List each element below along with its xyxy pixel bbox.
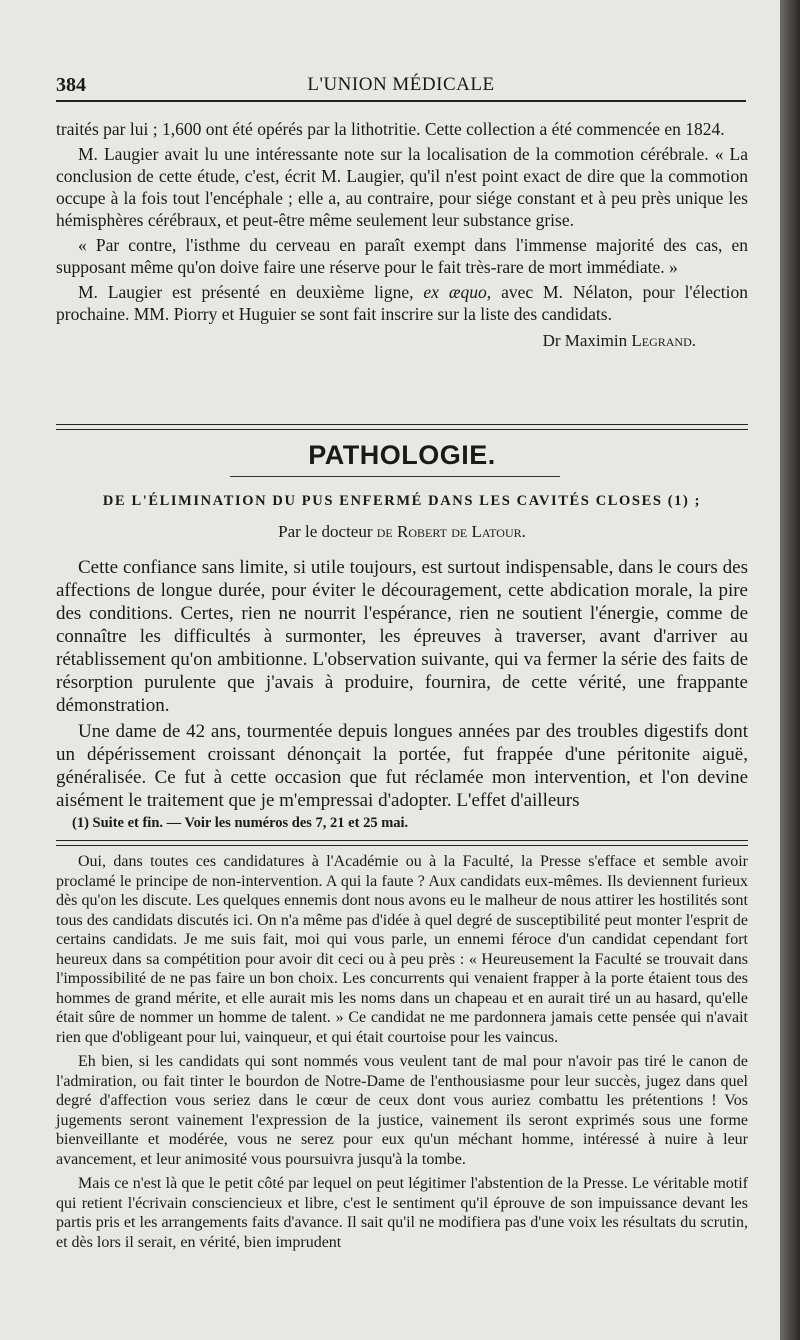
top-paragraph-4-end: , avec M. Nélaton, pour l'élection prochaine. MM. Piorry et Huguier se sont fait inscrire sur la liste des candidats. — [56, 282, 748, 324]
top-paragraph-3: « Par contre, l'isthme du cerveau en paraît exempt dans l'immense majorité des cas, en supposant même qu'on doive faire une réserve pour le fait très-rare de mort immédiate. » — [56, 235, 748, 277]
section-title: PATHOLOGIE. — [308, 440, 496, 470]
page-number: 384 — [56, 74, 86, 96]
top-column — [56, 118, 748, 351]
top-paragraph-4 — [56, 281, 748, 325]
byline — [56, 522, 748, 542]
article-paragraph-2: Une dame de 42 ans, tourmentée depuis longues années par des troubles digestifs dont un dépérissement croissant dénonçait la portée, fut frappée d'une péritonite aiguë, généralisée. Ce fut à cette occasion que fut réclamée mon intervention, et l'on devine aisément le traitement que je m'empressai d'adopter. L'effet d'ailleurs — [56, 721, 748, 811]
top-paragraph-2: M. Laugier avait lu une intéressante note sur la localisation de la commotion cérébrale. « La conclusion de cette étude, c'est, écrit M. Laugier, qu'il n'est point exact de dire que la commotion occupe à la fois tout l'encéphale ; elle a, au contraire, pour siége constant et à peu près unique les hémisphères cérébraux, et peut-être même seulement leur substance grise. — [56, 144, 748, 230]
signature-prefix: Dr Maximin — [542, 331, 632, 350]
signature — [56, 331, 748, 351]
footnote: (1) Suite et fin. — Voir les numéros des 7, 21 et 25 mai. — [72, 815, 409, 831]
top-paragraph-4-start: M. Laugier est présenté en deuxième ligne, — [78, 282, 424, 302]
feuilleton — [56, 852, 748, 1252]
feuilleton-paragraph-2: Eh bien, si les candidats qui sont nommés vous veulent tant de mal pour n'avoir pas tiré le canon de l'admiration, ou fait tinter le bourdon de Notre-Dame de l'enthousiasme pour leur succès, jugez dans quel degré d'affection vous seriez dans le cœur de ceux dont vous auriez combattu les prétentions ! Vos jugements seront vainement l'expression de la justice, vainement ils seront exprimés sous une forme bienveillante et modérée, vous ne serez pour eux qu'un méchant homme, intéressé à nuire à leur avancement, et leur animosité vous poursuivra jusqu'à la tombe. — [56, 1053, 748, 1168]
article-paragraph-1: Cette confiance sans limite, si utile toujours, est surtout indispensable, dans le cours des affections de longue durée, pour éviter le découragement, cette abdication morale, la pire des conditions. Certes, rien ne nourrit l'espérance, rien ne soutient l'énergie, comme de connaître les difficultés à surmonter, les épreuves à traverser, avant d'arriver au rétablissement qu'on ambitionne. L'observation suivante, qui va fermer la série des faits de résorption purulente que j'avais à produire, fournira, de cette vérité, une frappante démonstration. — [56, 557, 748, 716]
title-rule — [230, 476, 560, 477]
article-body — [56, 556, 748, 812]
feuilleton-paragraph-1: Oui, dans toutes ces candidatures à l'Académie ou à la Faculté, la Presse s'efface et semble avoir proclamé le principe de non-intervention. A qui la faute ? Aux candidats eux-mêmes. Ils deviennent furieux dès qu'on les discute. Les quelques ennemis dont nous avons eu le malheur de nous attirer les hostilités sont tous des candidats discutés ici. On n'a même pas d'idée à quel degré de susceptibilité peut monter l'esprit de certains candidats. Je me suis fait, moi qui vous parle, un ennemi féroce d'un candidat cependant fort heureux dans sa compétition pour avoir dit ceci ou à peu près : « Heureusement la Faculté se trouvait dans l'impossibilité de ne pas faire un bon choix. Les concurrents qui venaient frapper à la porte étaient tous des hommes de grand mérite, et elle aurait mis les noms dans un chapeau et en aurait tiré un au hasard, qu'elle était sûre de nommer un homme de talent. » Ce candidat ne me pardonnera jamais cette pensée qui n'avait rien que d'obligeant pour lui, vainqueur, et qui était courtoise pour les vaincus. — [56, 853, 748, 1046]
article-title: DE L'ÉLIMINATION DU PUS ENFERMÉ DANS LES CAVITÉS CLOSES (1) ; — [102, 493, 702, 509]
byline-prefix: Par le docteur — [278, 522, 377, 541]
running-title: L'UNION MÉDICALE — [307, 74, 495, 95]
top-paragraph-1: traités par lui ; 1,600 ont été opérés par la lithotritie. Cette collection a été commencée en 1824. — [56, 119, 725, 139]
signature-name: Legrand. — [631, 331, 696, 350]
byline-author: de Robert de Latour. — [376, 522, 526, 541]
feuilleton-paragraph-3: Mais ce n'est là que le petit côté par lequel on peut légitimer l'abstention de la Presse. Le véritable motif qui retient l'écrivain consciencieux et libre, c'est le sentiment qu'il éprouve de son impuissance devant les partis pris et les arrangements faits d'avance. Il sait qu'il ne modifiera pas d'une voix les résultats du scrutin, et dès lors il serait, en vérité, bien imprudent — [56, 1175, 748, 1251]
feuilleton-divider — [56, 840, 748, 846]
section-divider — [56, 424, 748, 430]
top-paragraph-4-italic: ex æquo — [423, 282, 487, 302]
page-edge-shadow — [780, 0, 800, 1340]
page-header — [56, 70, 746, 102]
